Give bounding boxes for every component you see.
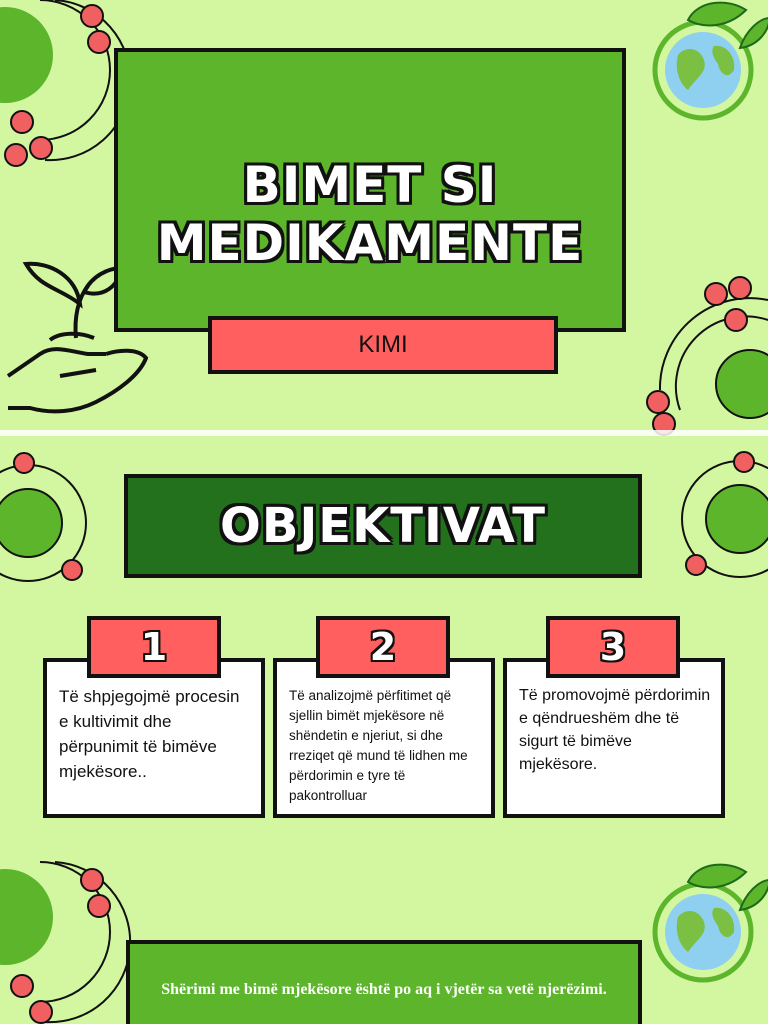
objective-card-1 (43, 658, 265, 818)
objective-number-3: 3 (546, 616, 680, 678)
orbit-decoration-bottom-left (0, 862, 120, 1024)
orbit-decoration-left (0, 445, 110, 595)
objective-text-2: Të analizojmë përfitimet që sjellin bimët mjekësore në shëndetin e njeriut, si dhe rreziqet që mund të lidhen me përdorimin e tyre të pakontrolluar (289, 688, 468, 803)
earth-globe-with-leaves-icon-bottom (648, 862, 768, 992)
objectives-banner (124, 474, 642, 578)
objective-card-3 (503, 658, 725, 818)
objective-number-1: 1 (87, 616, 221, 678)
quote-box (126, 940, 642, 1024)
title-card (114, 48, 626, 332)
orbit-decoration-right-2 (668, 445, 768, 595)
objective-number-2: 2 (316, 616, 450, 678)
objectives-heading: OBJEKTIVAT (220, 498, 546, 554)
section-divider (0, 430, 768, 436)
earth-globe-with-leaves-icon (648, 0, 768, 130)
quote-text: Shërimi me bimë mjekësore është po aq i vjetër sa vetë njerëzimi. (161, 980, 607, 998)
objective-text-3: Të promovojmë përdorimin e qëndrueshëm dhe të sigurt të bimëve mjekësore. (519, 687, 711, 773)
subject-tag: KIMI (208, 316, 558, 374)
orbit-decoration-right (640, 270, 768, 430)
title-line-1: BIMET SI (242, 156, 498, 214)
page-title (118, 156, 622, 272)
title-line-2: MEDIKAMENTE (156, 214, 584, 272)
objective-text-1: Të shpjegojmë procesin e kultivimit dhe përpunimit të bimëve mjekësore.. (59, 687, 240, 781)
objective-card-2 (273, 658, 495, 818)
orbit-decoration-top-left (0, 0, 120, 170)
